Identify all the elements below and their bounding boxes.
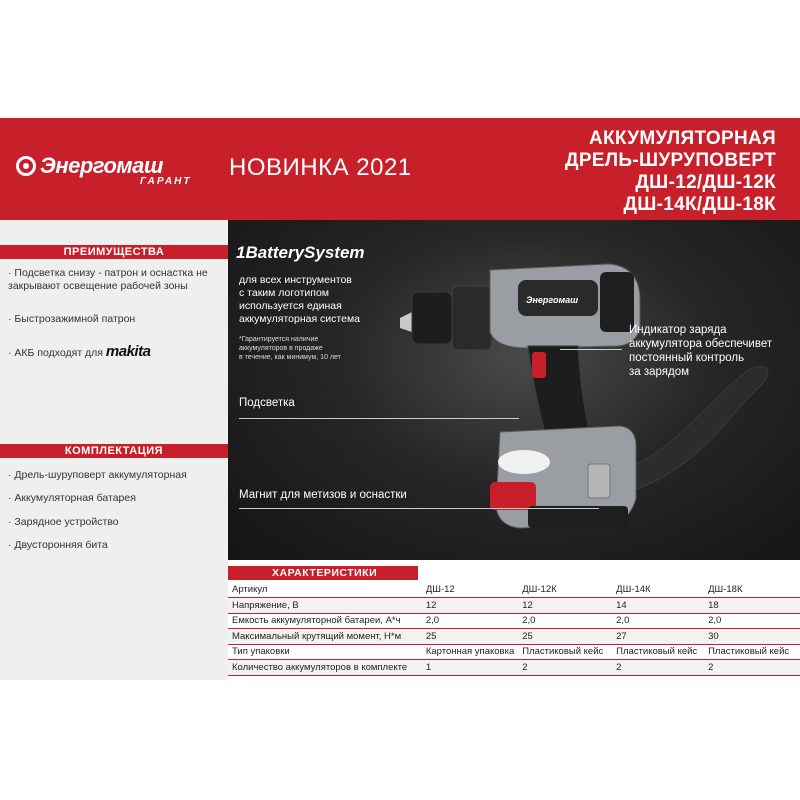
kit-heading: КОМПЛЕКТАЦИЯ	[0, 444, 228, 458]
battery-system-logo: 1BatterySystem	[236, 243, 365, 262]
table-row	[228, 660, 800, 676]
novelty-label: НОВИНКА 2021	[229, 154, 412, 181]
title-line: АККУМУЛЯТОРНАЯ	[588, 128, 776, 149]
table-row	[228, 598, 800, 614]
table-cell: 25	[422, 629, 518, 645]
table-row	[228, 582, 800, 598]
battery-pack	[528, 506, 628, 528]
table-cell: ДШ-12К	[518, 582, 612, 598]
table-row	[228, 629, 800, 645]
table-cell: Пластиковый кейс	[518, 644, 612, 660]
table-cell: Пластиковый кейс	[612, 644, 704, 660]
battery-latch	[490, 482, 536, 510]
table-cell: 30	[704, 629, 800, 645]
product-title	[565, 128, 776, 216]
battery-system-text: для всех инструментов	[239, 274, 352, 286]
light-glow	[498, 450, 550, 474]
guarantee-note: *Гарантируется наличие	[239, 336, 319, 343]
trigger-button	[532, 352, 546, 378]
charge-indicator-text: аккумулятора обеспечивет	[629, 338, 773, 350]
charge-indicator-text: Индикатор заряда	[629, 324, 727, 336]
table-cell: 27	[612, 629, 704, 645]
specs-table	[228, 582, 800, 676]
title-line: ДШ-12/ДШ-12К	[635, 172, 776, 193]
advantage-item: · Быстрозажимной патрон	[8, 313, 136, 325]
table-cell: Тип упаковки	[228, 644, 422, 660]
logo-subtext: ГАРАНТ	[140, 176, 192, 187]
advantage-item: · Подсветка снизу - патрон и оснастка не закрывают освещение рабочей зоны	[8, 267, 208, 292]
table-cell: 12	[422, 598, 518, 614]
table-row	[228, 613, 800, 629]
kit-item: · Зарядное устройство	[8, 516, 119, 528]
battery-system-text: с таким логотипом	[239, 287, 330, 299]
table-cell: ДШ-12	[422, 582, 518, 598]
table-cell: 18	[704, 598, 800, 614]
drill-illustration	[228, 220, 800, 560]
body-logo: Энергомаш	[526, 295, 579, 305]
table-cell: Напряжение, В	[228, 598, 422, 614]
table-cell: 2	[612, 660, 704, 676]
advantage-item-text: · АКБ подходят для	[8, 347, 103, 359]
chuck-collar	[452, 286, 492, 350]
table-cell: Количество аккумуляторов в комплекте	[228, 660, 422, 676]
table-cell: ДШ-18К	[704, 582, 800, 598]
table-cell: 14	[612, 598, 704, 614]
drill-bit-tip	[400, 312, 412, 332]
table-cell: 2,0	[518, 613, 612, 629]
kit-item: · Аккумуляторная батарея	[8, 492, 136, 504]
charge-callout-line	[560, 349, 622, 350]
table-row	[228, 644, 800, 660]
table-cell: Емкость аккумуляторной батареи, А*ч	[228, 613, 422, 629]
table-cell: 2	[518, 660, 612, 676]
kit-item: · Дрель-шуруповерт аккумуляторная	[8, 469, 187, 481]
brand-logo	[16, 152, 216, 192]
logo-mark-icon	[16, 156, 36, 176]
makita-logo: makita	[105, 343, 151, 360]
table-cell: Максимальный крутящий момент, Н*м	[228, 629, 422, 645]
battery-system-text: аккумуляторная система	[239, 313, 361, 325]
table-cell: Пластиковый кейс	[704, 644, 800, 660]
battery-system-text: используется единая	[239, 300, 342, 312]
table-cell: 2,0	[704, 613, 800, 629]
light-label: Подсветка	[239, 397, 295, 409]
title-line: ДРЕЛЬ-ШУРУПОВЕРТ	[564, 150, 776, 171]
light-callout-line	[239, 418, 519, 419]
advantage-item	[8, 345, 222, 360]
chuck-shape	[412, 292, 452, 344]
advantages-heading: ПРЕИМУЩЕСТВА	[0, 245, 228, 259]
specs-heading: ХАРАКТЕРИСТИКИ	[228, 566, 418, 580]
kit-item: · Двусторонняя бита	[8, 539, 108, 551]
logo-text: Энергомаш	[40, 153, 163, 178]
guarantee-note: аккумуляторов в продаже	[239, 345, 323, 352]
table-cell: 2,0	[422, 613, 518, 629]
table-cell: Картонная упаковка	[422, 644, 518, 660]
charge-indicator-text: за зарядом	[629, 366, 690, 378]
table-cell: ДШ-14К	[612, 582, 704, 598]
table-cell: 1	[422, 660, 518, 676]
charge-indicator-text: постоянный контроль	[629, 352, 745, 364]
table-cell: Артикул	[228, 582, 422, 598]
magnet-clip	[588, 464, 610, 498]
magnet-callout-line	[239, 508, 599, 509]
table-cell: 2	[704, 660, 800, 676]
guarantee-note: в течение, как минимум, 10 лет	[239, 354, 341, 361]
table-cell: 12	[518, 598, 612, 614]
table-cell: 2,0	[612, 613, 704, 629]
title-line: ДШ-14К/ДШ-18К	[623, 194, 776, 215]
magnet-label: Магнит для метизов и оснастки	[239, 489, 407, 501]
product-photo	[228, 220, 800, 560]
table-cell: 25	[518, 629, 612, 645]
